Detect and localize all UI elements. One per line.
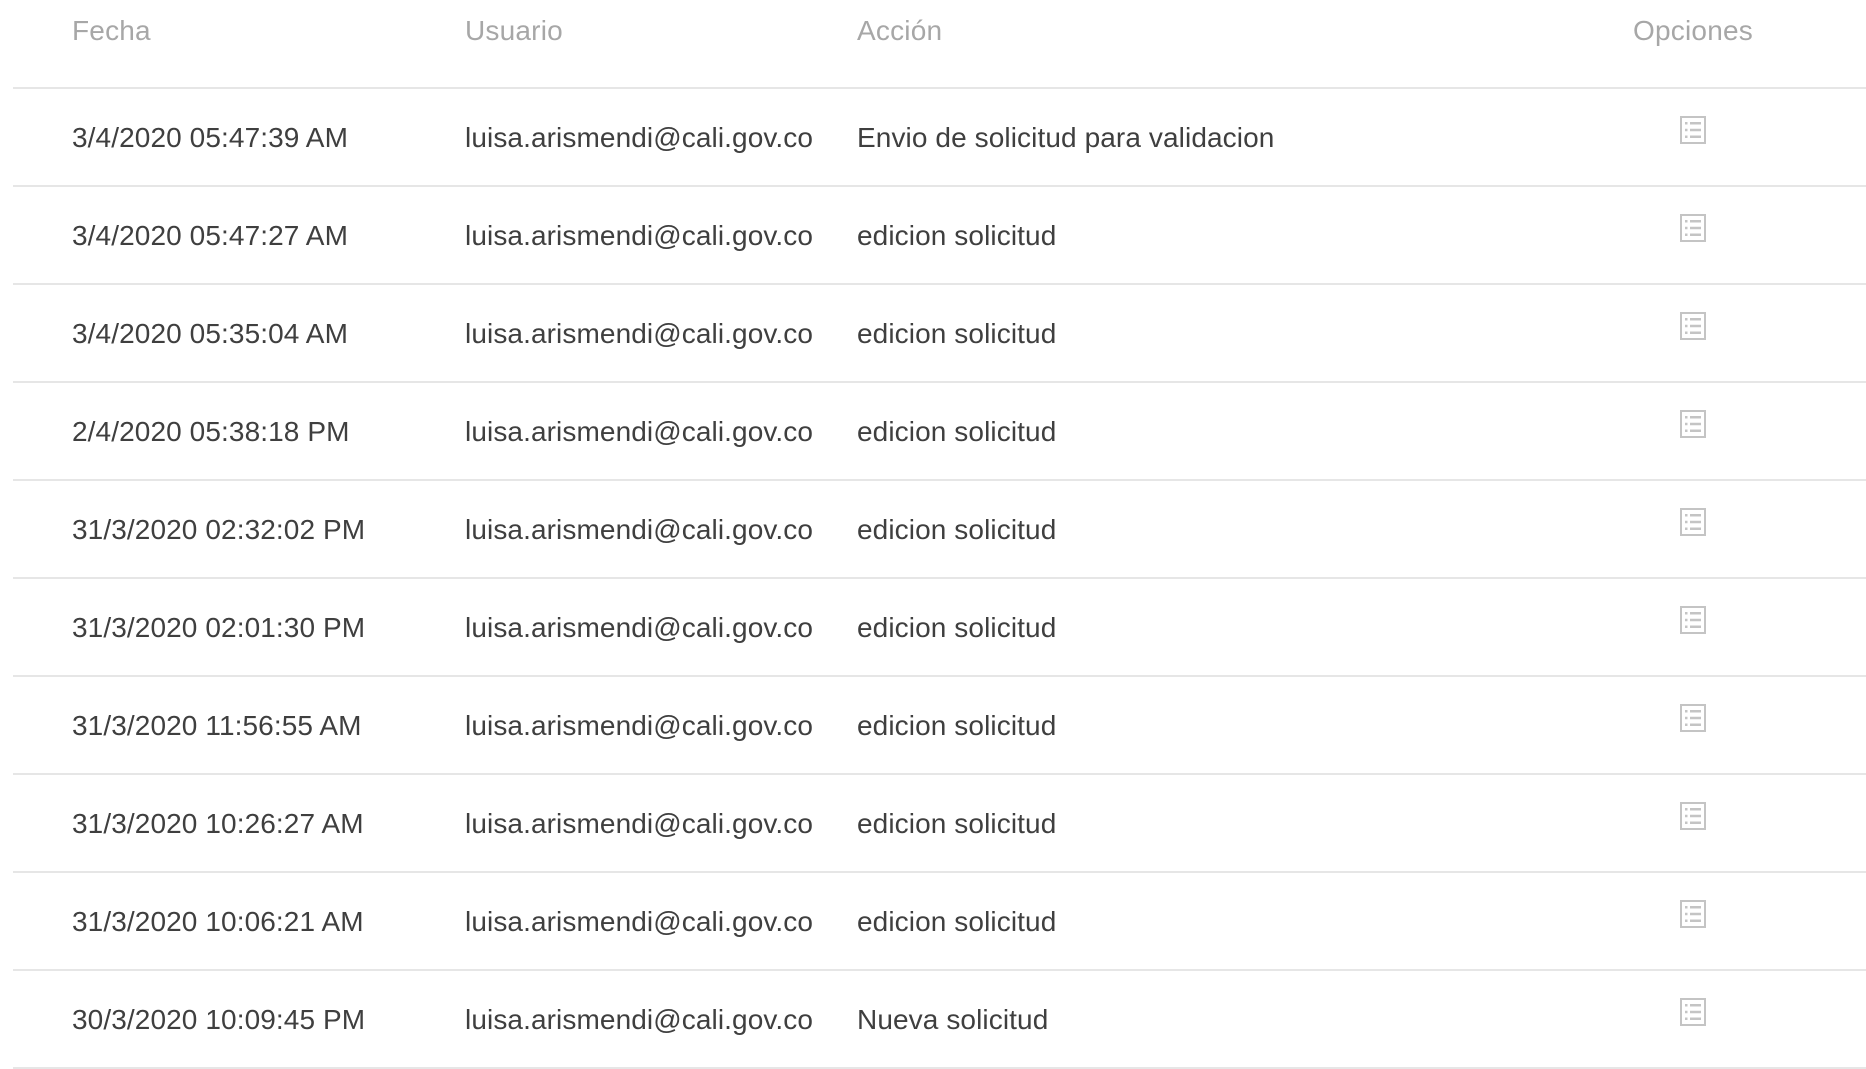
list-details-icon[interactable] [1680,312,1706,340]
column-header-usuario[interactable]: Usuario [465,15,563,46]
cell-accion: edicion solicitud [857,808,1057,839]
cell-accion: edicion solicitud [857,514,1057,545]
table-row [13,677,1866,775]
list-details-icon[interactable] [1680,214,1706,242]
table-row [13,285,1866,383]
cell-opciones [1623,383,1763,479]
column-header-fecha[interactable]: Fecha [72,15,151,46]
cell-accion: Envio de solicitud para validacion [857,122,1275,153]
list-details-icon[interactable] [1680,410,1706,438]
table-row [13,775,1866,873]
activity-log-table [13,0,1866,1069]
cell-fecha: 2/4/2020 05:38:18 PM [72,416,350,447]
cell-fecha: 3/4/2020 05:47:39 AM [72,122,348,153]
cell-opciones [1623,285,1763,381]
list-details-icon[interactable] [1680,704,1706,732]
table-row [13,481,1866,579]
cell-opciones [1623,971,1763,1067]
list-details-icon[interactable] [1680,606,1706,634]
cell-fecha: 30/3/2020 10:09:45 PM [72,1004,366,1035]
cell-usuario: luisa.arismendi@cali.gov.co [465,612,814,643]
cell-opciones [1623,873,1763,969]
cell-fecha: 31/3/2020 10:06:21 AM [72,906,364,937]
cell-usuario: luisa.arismendi@cali.gov.co [465,416,814,447]
cell-fecha: 3/4/2020 05:47:27 AM [72,220,348,251]
cell-accion: edicion solicitud [857,906,1057,937]
table-row [13,971,1866,1069]
cell-fecha: 31/3/2020 10:26:27 AM [72,808,364,839]
cell-accion: edicion solicitud [857,416,1057,447]
table-row [13,873,1866,971]
list-details-icon[interactable] [1680,998,1706,1026]
cell-accion: edicion solicitud [857,318,1057,349]
list-details-icon[interactable] [1680,802,1706,830]
cell-fecha: 31/3/2020 02:32:02 PM [72,514,366,545]
cell-accion: edicion solicitud [857,710,1057,741]
column-header-opciones: Opciones [1633,15,1753,46]
cell-fecha: 31/3/2020 02:01:30 PM [72,612,366,643]
list-details-icon[interactable] [1680,116,1706,144]
cell-opciones [1623,187,1763,283]
cell-fecha: 31/3/2020 11:56:55 AM [72,710,362,741]
cell-usuario: luisa.arismendi@cali.gov.co [465,122,814,153]
cell-usuario: luisa.arismendi@cali.gov.co [465,808,814,839]
table-header-row [13,0,1866,89]
table-row [13,89,1866,187]
table-row [13,383,1866,481]
cell-opciones [1623,775,1763,871]
cell-usuario: luisa.arismendi@cali.gov.co [465,318,814,349]
cell-usuario: luisa.arismendi@cali.gov.co [465,1004,814,1035]
cell-fecha: 3/4/2020 05:35:04 AM [72,318,348,349]
column-header-accion[interactable]: Acción [857,15,943,46]
table-row [13,579,1866,677]
table-row [13,187,1866,285]
list-details-icon[interactable] [1680,508,1706,536]
cell-opciones [1623,481,1763,577]
table-body [13,89,1866,1069]
cell-opciones [1623,89,1763,185]
cell-opciones [1623,677,1763,773]
cell-usuario: luisa.arismendi@cali.gov.co [465,514,814,545]
cell-usuario: luisa.arismendi@cali.gov.co [465,710,814,741]
cell-accion: Nueva solicitud [857,1004,1049,1035]
cell-accion: edicion solicitud [857,612,1057,643]
cell-accion: edicion solicitud [857,220,1057,251]
cell-usuario: luisa.arismendi@cali.gov.co [465,906,814,937]
cell-opciones [1623,579,1763,675]
cell-usuario: luisa.arismendi@cali.gov.co [465,220,814,251]
list-details-icon[interactable] [1680,900,1706,928]
